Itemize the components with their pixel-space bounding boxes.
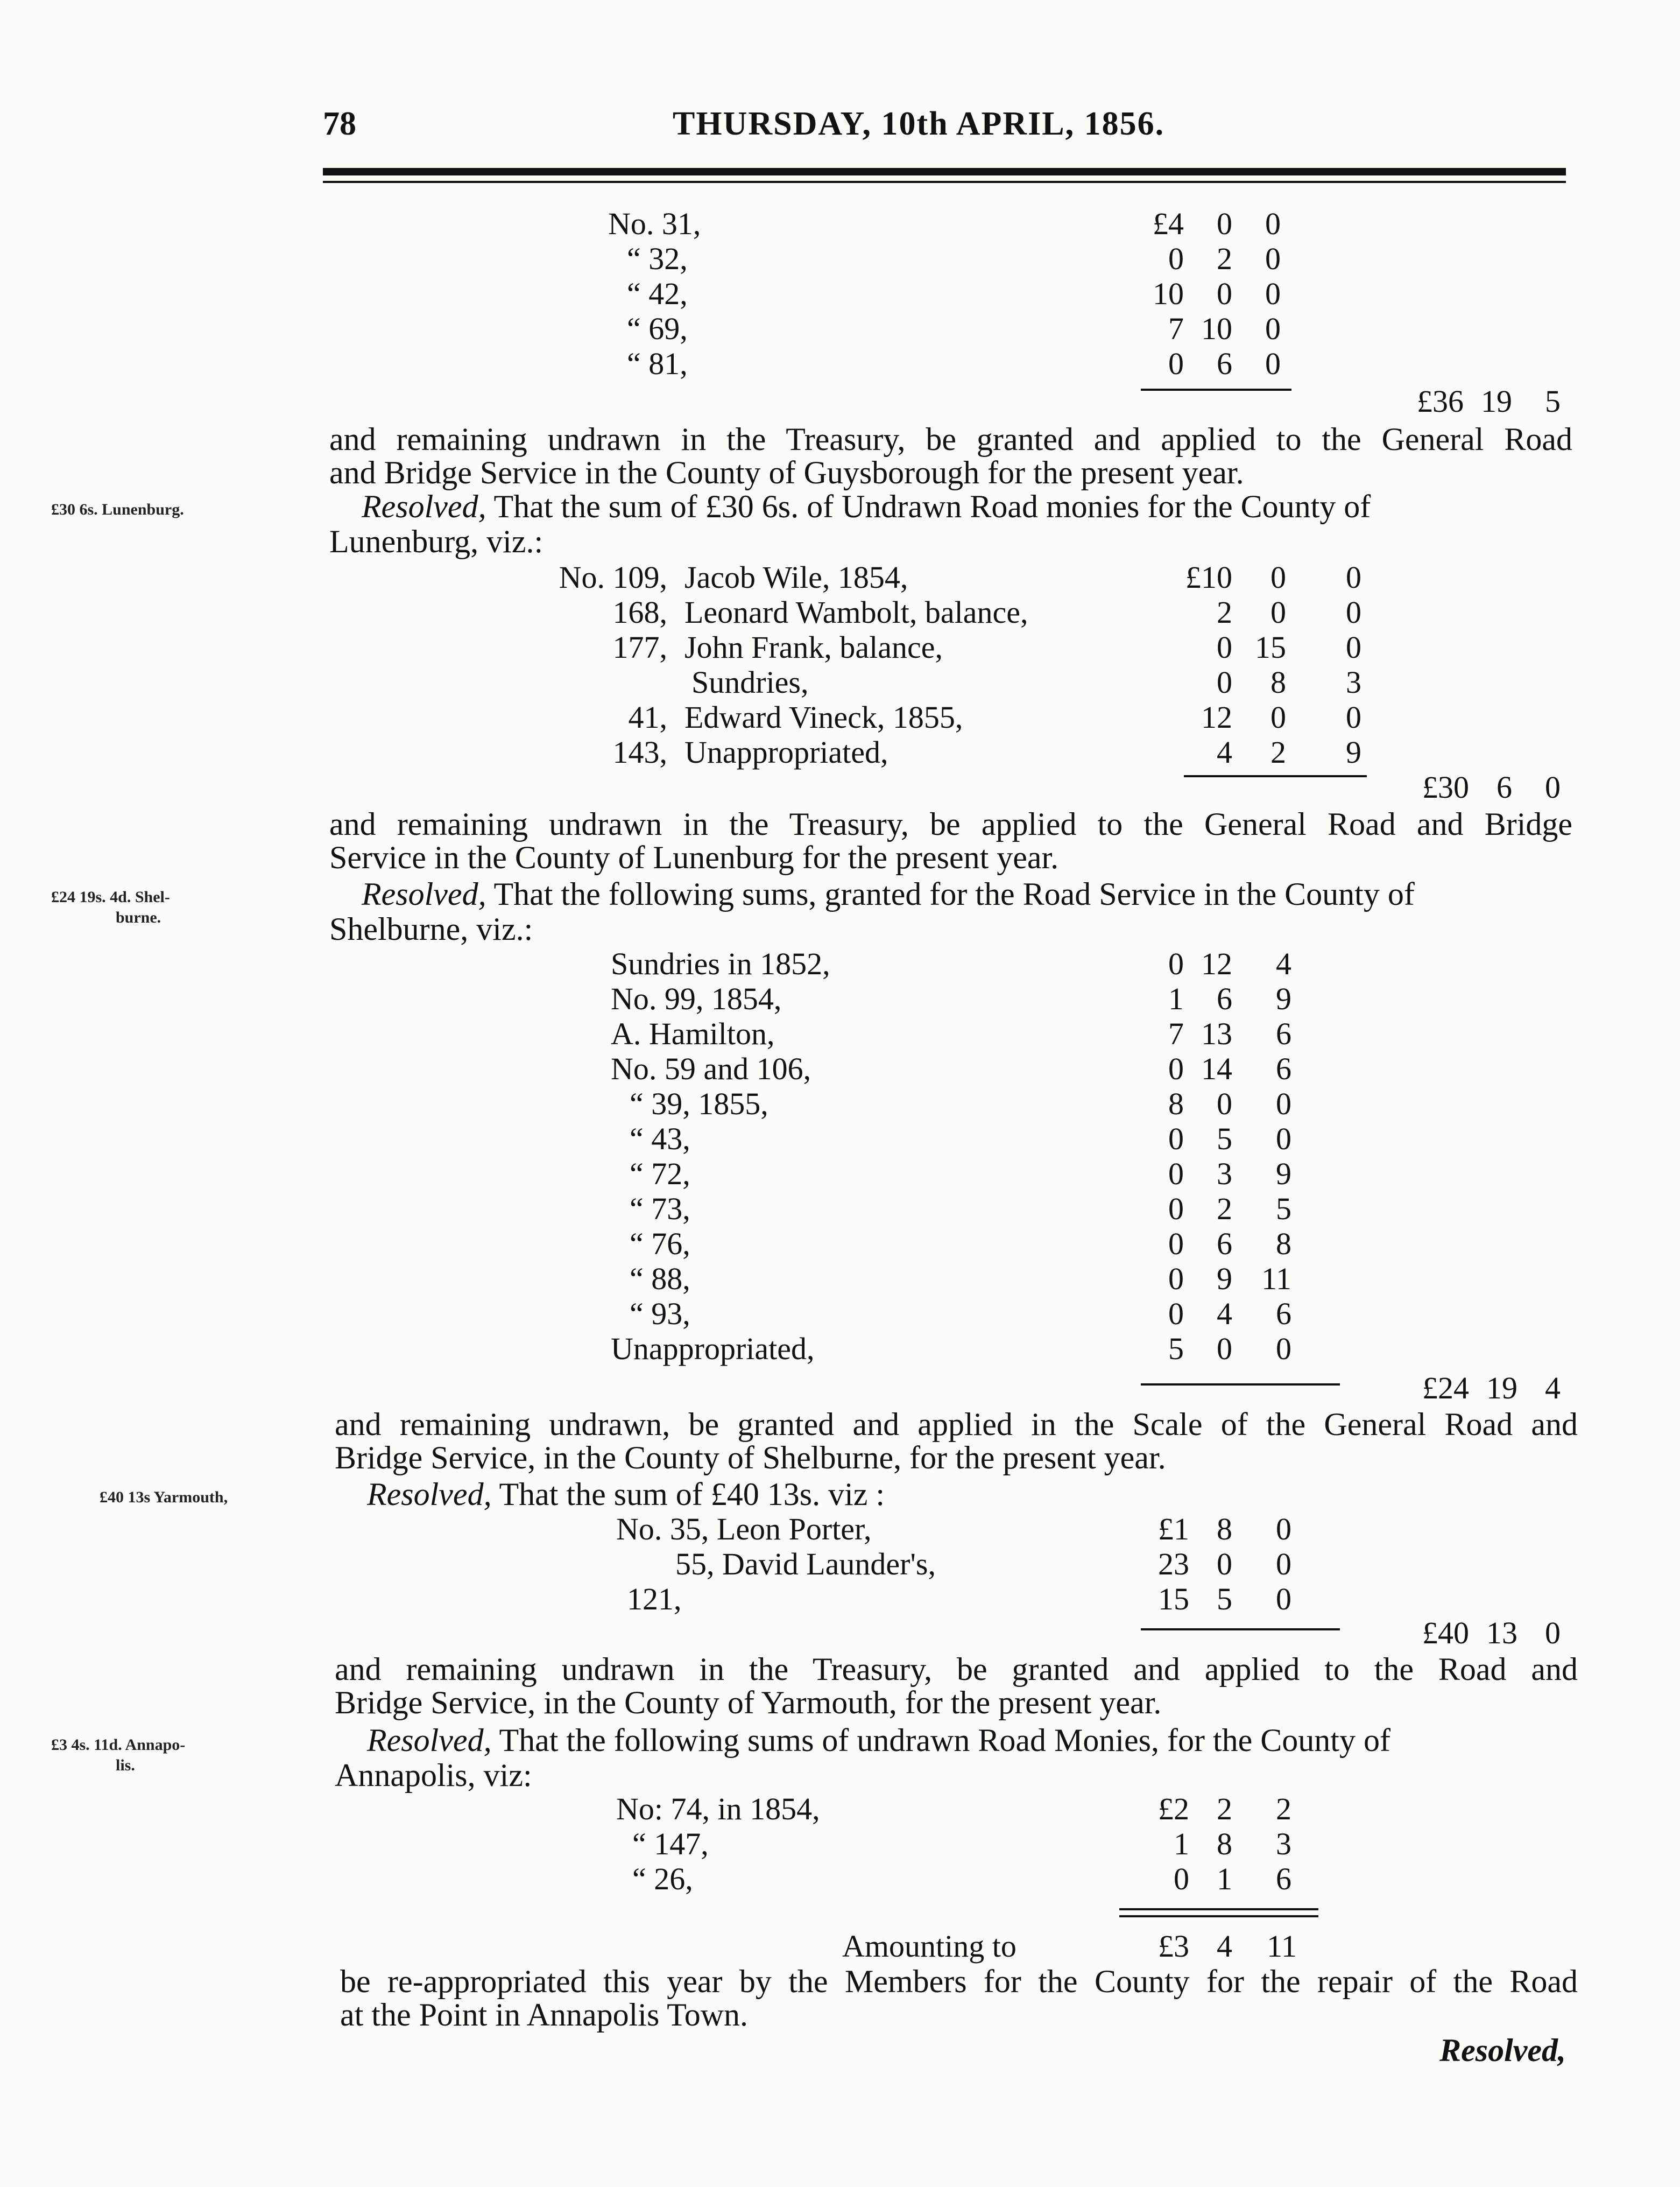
shillings-value: 2 [1270,735,1286,770]
total-pounds: £30 [1422,770,1469,805]
shillings-value: 15 [1255,630,1286,665]
resolved-label: Resolved, [367,1722,492,1758]
sum-rule [1141,1628,1340,1630]
total-pounds: £40 [1422,1615,1469,1650]
page-title: THURSDAY, 10th APRIL, 1856. [673,106,1165,142]
pence-value: 0 [1265,346,1281,381]
header-rule-thin [323,181,1566,183]
row-name: Jacob Wile, 1854, [684,560,908,595]
pounds-value: 8 [1168,1086,1184,1121]
shillings-value: 2 [1217,241,1232,276]
row-number: No. 109, [559,560,667,595]
shillings-value: 0 [1270,700,1286,735]
shillings-value: 0 [1217,206,1232,241]
table-row-label: 121, [627,1581,682,1616]
pence-value: 3 [1346,665,1361,700]
pounds-value: 0 [1168,1261,1184,1296]
pence-value: 0 [1276,1511,1291,1546]
shillings-value: 13 [1201,1016,1232,1051]
shillings-value: 0 [1270,595,1286,630]
margin-note-shelburne-cont: burne. [116,909,161,926]
row-name: Unappropriated, [684,735,888,770]
row-number: 143, [612,735,667,770]
pounds-value: 15 [1158,1581,1189,1616]
table-row-label: “ 32, [627,241,688,276]
pence-value: 0 [1265,311,1281,346]
total-pounds: £36 [1417,384,1464,419]
pence-value: 2 [1276,1791,1291,1826]
pounds-value: 7 [1168,1016,1184,1051]
pounds-value: 0 [1168,1296,1184,1331]
paragraph-line: and Bridge Service in the County of Guysborough for the present year. [329,455,1244,490]
pounds-value: 0 [1168,346,1184,381]
table-row-label: “ 147, [632,1826,709,1861]
resolution-text: That the sum of £40 13s. viz : [499,1476,885,1512]
pence-value: 0 [1276,1331,1291,1366]
shillings-value: 0 [1217,1546,1232,1581]
pounds-value: 0 [1168,946,1184,981]
total-shillings: 4 [1217,1929,1232,1964]
row-name: Edward Vineck, 1855, [684,700,963,735]
shillings-value: 8 [1217,1826,1232,1861]
shillings-value: 6 [1217,1226,1232,1261]
pence-value: 6 [1276,1296,1291,1331]
table-row-label: “ 43, [630,1121,690,1156]
pence-value: 0 [1276,1581,1291,1616]
shillings-value: 1 [1217,1861,1232,1896]
paragraph-line: and remaining undrawn in the Treasury, be granted and applied to the Road and [335,1651,1578,1687]
pounds-value: 0 [1217,630,1232,665]
pence-value: 0 [1276,1546,1291,1581]
table-row-label: “ 81, [627,346,688,381]
table-row-label: No: 74, in 1854, [616,1791,820,1826]
resolved-label: Resolved, [362,876,486,912]
pence-value: 0 [1276,1086,1291,1121]
shillings-value: 14 [1201,1051,1232,1086]
shillings-value: 0 [1217,1086,1232,1121]
total-shillings: 13 [1486,1615,1517,1650]
shillings-value: 3 [1217,1156,1232,1191]
resolution-line [362,490,1572,523]
row-number: 41, [628,700,667,735]
resolution-line [367,1478,885,1511]
resolved-label: Resolved, [362,489,486,524]
table-row-label: “ 26, [632,1861,693,1896]
paragraph-line: Shelburne, viz.: [329,911,533,947]
shillings-value: 0 [1217,276,1232,311]
pounds-value: 7 [1168,311,1184,346]
row-number: 168, [612,595,667,630]
sum-rule [1141,1383,1340,1386]
table-row-label: 55, David Launder's, [675,1546,936,1581]
pounds-value: £2 [1158,1791,1189,1826]
table-row-label: A. Hamilton, [611,1016,775,1051]
pounds-value: 4 [1217,735,1232,770]
row-number: 177, [612,630,667,665]
shillings-value: 2 [1217,1191,1232,1226]
total-pence: 0 [1545,770,1561,805]
table-row-label: “ 69, [627,311,688,346]
pounds-value: 5 [1168,1331,1184,1366]
resolved-label: Resolved, [367,1476,492,1512]
row-name: Sundries, [691,665,809,700]
pounds-value: 0 [1217,665,1232,700]
pence-value: 0 [1276,1121,1291,1156]
table-row-label: No. 59 and 106, [611,1051,811,1086]
table-row-label: “ 72, [630,1156,690,1191]
pence-value: 0 [1346,595,1361,630]
total-shillings: 19 [1486,1370,1517,1405]
shillings-value: 6 [1217,346,1232,381]
total-pence: 0 [1545,1615,1561,1650]
paragraph-line: Bridge Service, in the County of Yarmouth, for the present year. [335,1685,1162,1720]
shillings-value: 2 [1217,1791,1232,1826]
total-shillings: 6 [1497,770,1512,805]
total-pence: 5 [1545,384,1561,419]
pence-value: 9 [1276,1156,1291,1191]
pounds-value: 0 [1168,1156,1184,1191]
page-number: 78 [323,106,356,142]
header-rule-thick [323,168,1566,175]
table-row-label: Unappropriated, [611,1331,815,1366]
pence-value: 9 [1346,735,1361,770]
pounds-value: 0 [1168,1121,1184,1156]
pence-value: 5 [1276,1191,1291,1226]
shillings-value: 5 [1217,1581,1232,1616]
catchword: Resolved, [1439,2033,1566,2068]
margin-note-lunenburg: £30 6s. Lunenburg. [51,501,184,518]
pence-value: 11 [1261,1261,1291,1296]
pounds-value: £4 [1153,206,1184,241]
shillings-value: 12 [1201,946,1232,981]
margin-note-annapolis: £3 4s. 11d. Annapo- [51,1736,186,1754]
shillings-value: 6 [1217,981,1232,1016]
pence-value: 6 [1276,1051,1291,1086]
shillings-value: 10 [1201,311,1232,346]
pounds-value: 0 [1174,1861,1189,1896]
pounds-value: 23 [1158,1546,1189,1581]
pence-value: 6 [1276,1861,1291,1896]
total-shillings: 19 [1481,384,1512,419]
pence-value: 3 [1276,1826,1291,1861]
paragraph-line: Service in the County of Lunenburg for the present year. [329,840,1059,875]
resolution-text: That the following sums of undrawn Road Monies, for the County of [499,1722,1390,1758]
pounds-value: 0 [1168,1191,1184,1226]
pounds-value: 2 [1217,595,1232,630]
table-row-label: Sundries in 1852, [611,946,830,981]
shillings-value: 5 [1217,1121,1232,1156]
pounds-value: 0 [1168,1226,1184,1261]
paragraph-line: Annapolis, viz: [335,1757,532,1793]
total-pounds: £3 [1158,1929,1189,1964]
pounds-value: £1 [1158,1511,1189,1546]
shillings-value: 0 [1217,1331,1232,1366]
resolution-text: That the sum of £30 6s. of Undrawn Road monies for the County of [493,489,1371,524]
total-pence: 11 [1267,1929,1297,1964]
table-row-label: “ 88, [630,1261,690,1296]
table-row-label: No. 35, Leon Porter, [616,1511,872,1546]
pounds-value: 1 [1174,1826,1189,1861]
shillings-value: 9 [1217,1261,1232,1296]
amounting-label: Amounting to [842,1929,1017,1964]
total-pence: 4 [1545,1370,1561,1405]
paragraph-line: and remaining undrawn in the Treasury, be applied to the General Road and Bridge [329,806,1572,842]
pounds-value: £10 [1185,560,1232,595]
pounds-value: 10 [1153,276,1184,311]
resolution-line [367,1724,1390,1757]
sum-rule-double [1119,1915,1318,1917]
pence-value: 0 [1346,700,1361,735]
pounds-value: 12 [1201,700,1232,735]
pounds-value: 0 [1168,1051,1184,1086]
margin-note-annapolis-cont: lis. [116,1756,135,1774]
pence-value: 8 [1276,1226,1291,1261]
shillings-value: 4 [1217,1296,1232,1331]
pounds-value: 1 [1168,981,1184,1016]
pence-value: 9 [1276,981,1291,1016]
row-name: Leonard Wambolt, balance, [684,595,1028,630]
resolution-text: That the following sums, granted for the Road Service in the County of [493,876,1415,912]
pence-value: 0 [1346,560,1361,595]
table-row-label: “ 42, [627,276,688,311]
paragraph-line: and remaining undrawn, be granted and applied in the Scale of the General Road and [335,1407,1578,1442]
pence-value: 0 [1265,276,1281,311]
table-row-label: “ 39, 1855, [630,1086,768,1121]
sum-rule [1119,1908,1318,1910]
shillings-value: 0 [1270,560,1286,595]
table-row-label: No. 99, 1854, [611,981,782,1016]
table-row-label: “ 93, [630,1296,690,1331]
shillings-value: 8 [1270,665,1286,700]
pence-value: 6 [1276,1016,1291,1051]
table-row-label: No. 31, [608,206,701,241]
shillings-value: 8 [1217,1511,1232,1546]
pounds-value: 0 [1168,241,1184,276]
margin-note-yarmouth: £40 13s Yarmouth, [100,1488,228,1506]
paragraph-line: be re-appropriated this year by the Members for the County for the repair of the Road [340,1964,1578,1999]
row-name: John Frank, balance, [684,630,943,665]
paragraph-line: Bridge Service, in the County of Shelburne, for the present year. [335,1440,1166,1475]
sum-rule [1184,775,1367,777]
total-pounds: £24 [1422,1370,1469,1405]
pence-value: 0 [1346,630,1361,665]
table-row-label: “ 76, [630,1226,690,1261]
pence-value: 0 [1265,206,1281,241]
resolution-line [362,877,1415,911]
paragraph-line: and remaining undrawn in the Treasury, be granted and applied to the General Road [329,421,1572,457]
sum-rule [1141,389,1291,391]
pence-value: 4 [1276,946,1291,981]
pence-value: 0 [1265,241,1281,276]
margin-note-shelburne: £24 19s. 4d. Shel- [51,888,170,906]
paragraph-line: at the Point in Annapolis Town. [340,1997,749,2033]
table-row-label: “ 73, [630,1191,690,1226]
paragraph-line: Lunenburg, viz.: [329,524,543,559]
